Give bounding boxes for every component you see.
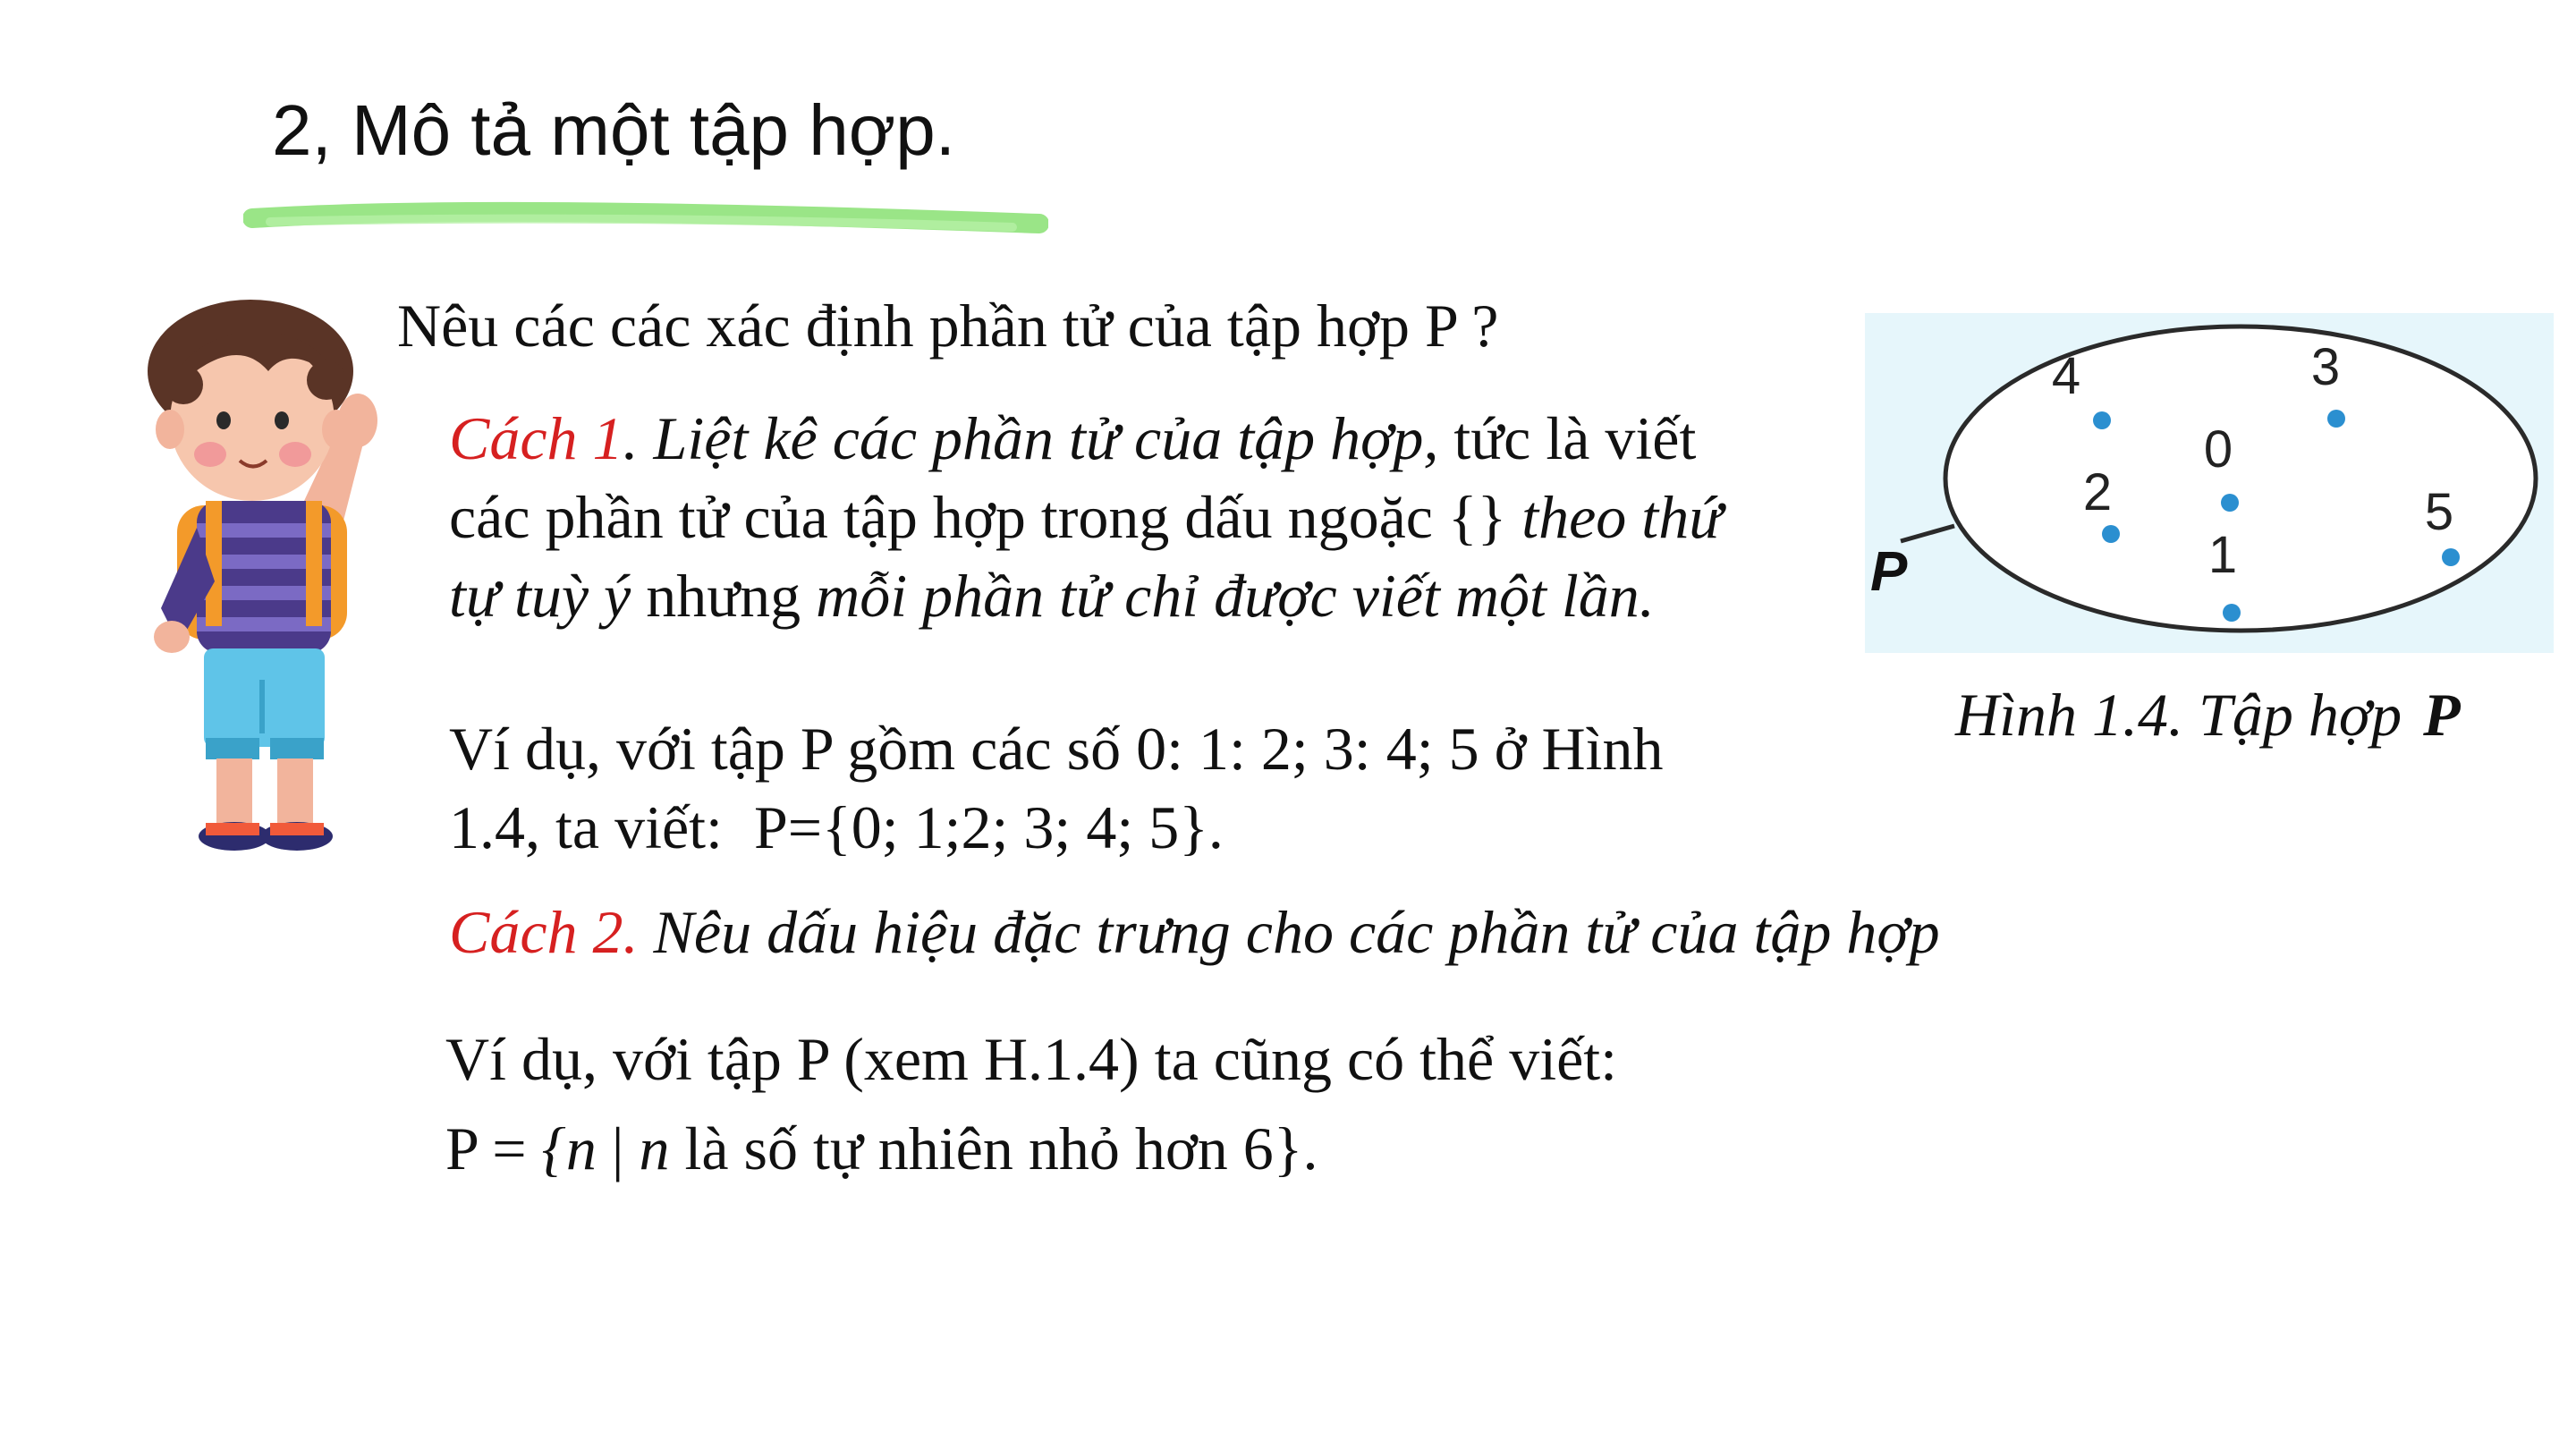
boy-illustration <box>134 286 394 868</box>
set-diagram <box>1865 313 2554 653</box>
method-1-line-1 <box>449 399 1722 478</box>
element-dot-1 <box>2223 604 2241 622</box>
example-2-line-2-d: n <box>639 1114 670 1182</box>
method-1-line-2 <box>449 478 1722 556</box>
method-2-text: Nêu dấu hiệu đặc trưng cho các phần tử của tập hợp <box>638 898 1940 966</box>
example-2-paragraph <box>445 1014 1617 1193</box>
method-1-line-3 <box>449 556 1722 635</box>
element-dot-4 <box>2093 411 2111 429</box>
example-2-line-2-a: P = <box>445 1114 542 1182</box>
method-1-line-3-italic-a: tự tuỳ ý <box>449 562 631 630</box>
example-1-paragraph <box>449 709 1664 867</box>
example-1-line-1: Ví dụ, với tập P gồm các số 0: 1: 2; 3: 4; 5 ở Hình <box>449 715 1664 783</box>
set-label: P <box>1870 541 1908 603</box>
example-1-set-notation: P={0; 1;2; 3; 4; 5}. <box>753 793 1224 861</box>
method-1-italic-text: . Liệt kê các phần tử của tập hợp, <box>623 404 1439 472</box>
figure-caption <box>1955 680 2461 750</box>
element-label-5: 5 <box>2424 483 2454 541</box>
method-2-paragraph <box>449 893 1940 971</box>
element-dot-5 <box>2442 548 2460 566</box>
element-dot-3 <box>2327 410 2345 428</box>
element-label-2: 2 <box>2082 463 2113 521</box>
slide-title: 2, Mô tả một tập hợp. <box>272 90 955 170</box>
method-2-label: Cách 2. <box>449 898 639 966</box>
set-diagram-figure <box>1865 313 2554 653</box>
method-1-line-3-italic-b: mỗi phần tử chỉ được viết một lần. <box>816 562 1655 630</box>
element-dot-0 <box>2221 494 2239 512</box>
method-1-label: Cách 1 <box>449 404 623 472</box>
caption-text: Hình 1.4. Tập hợp <box>1955 681 2402 749</box>
element-label-4: 4 <box>2051 347 2081 405</box>
example-1-line-2-a: 1.4, ta viết: <box>449 793 738 861</box>
method-1-plain-text: tức là viết <box>1438 404 1697 472</box>
example-2-line-1: Ví dụ, với tập P (xem H.1.4) ta cũng có thể viết: <box>445 1025 1618 1093</box>
caption-set-label: P <box>2423 681 2461 749</box>
element-label-3: 3 <box>2310 338 2341 396</box>
example-2-line-2 <box>445 1104 1617 1193</box>
example-1-line-2 <box>449 788 1664 867</box>
question-text: Nêu các các xác định phần tử của tập hợp P ? <box>397 292 1499 360</box>
element-dot-2 <box>2102 525 2120 543</box>
element-label-1: 1 <box>2207 526 2238 584</box>
set-label-pointer <box>1901 526 1954 541</box>
example-2-line-2-c: | <box>596 1114 640 1182</box>
element-label-0: 0 <box>2203 420 2233 479</box>
set-ellipse <box>1945 326 2536 631</box>
example-2-line-2-b: {n <box>541 1114 597 1182</box>
method-1-paragraph <box>449 399 1722 635</box>
title-highlight-underline <box>243 191 1048 245</box>
method-1-line-3-plain: nhưng <box>631 562 817 630</box>
method-1-line-2-plain: các phần tử của tập hợp trong dấu ngoặc {} <box>449 483 1522 551</box>
example-2-line-2-e: là số tự nhiên nhỏ hơn 6}. <box>669 1114 1318 1182</box>
method-1-line-2-italic: theo thứ <box>1521 483 1723 551</box>
